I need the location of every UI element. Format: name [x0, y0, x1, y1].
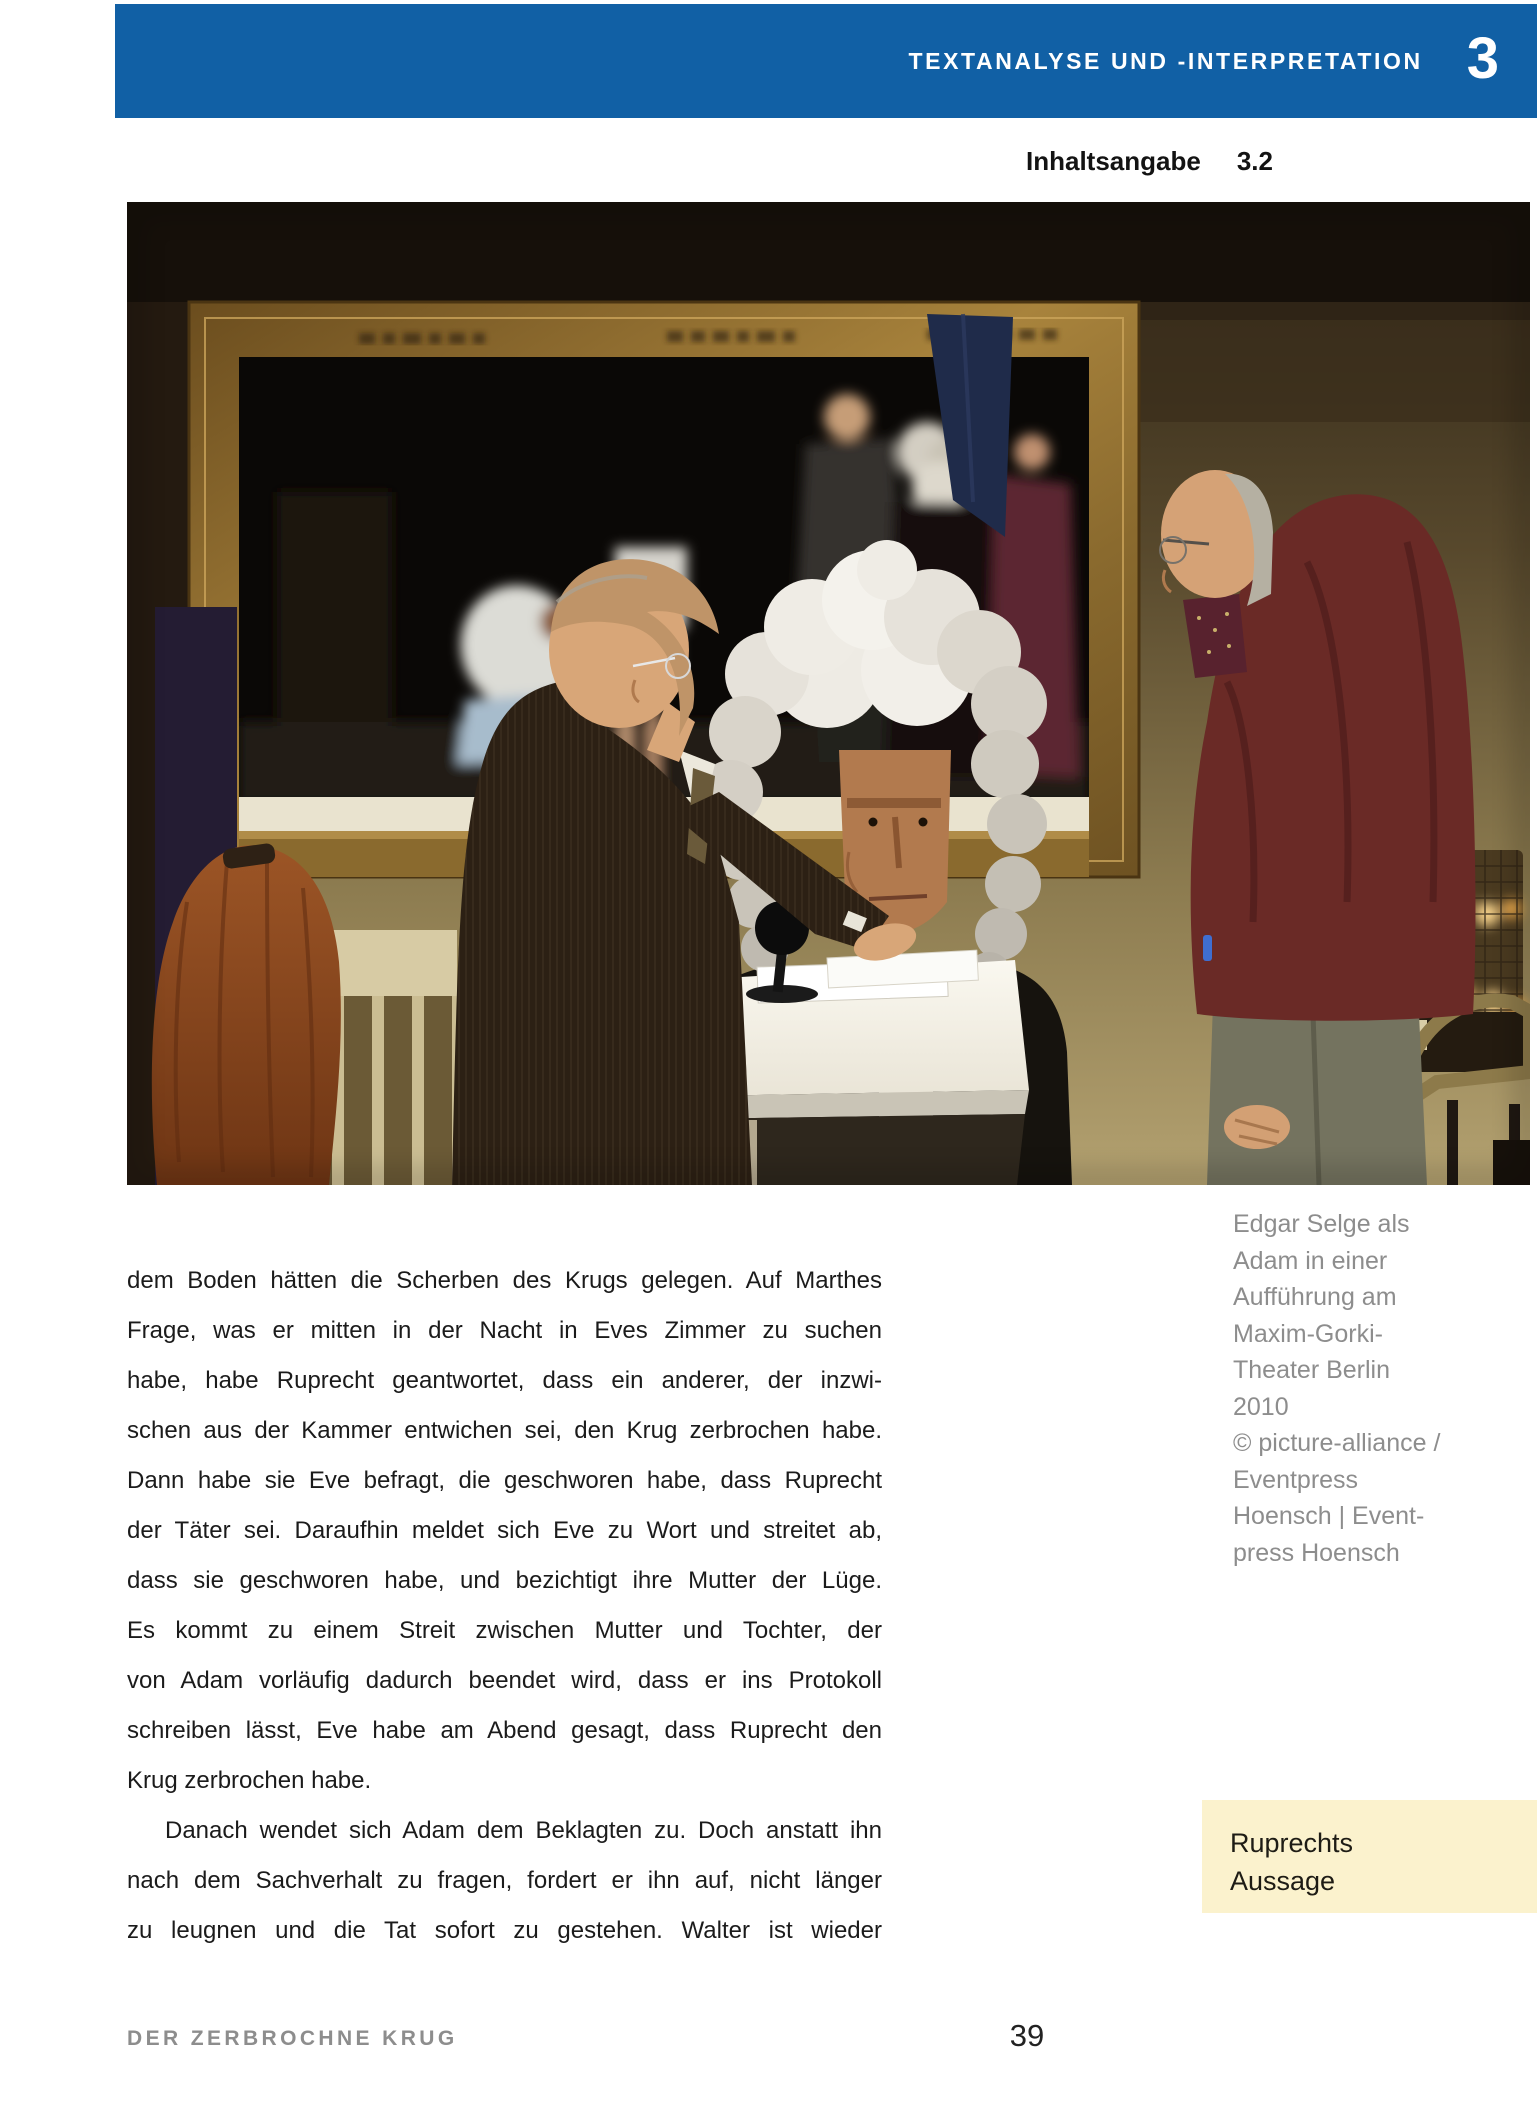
body-line: Krug zerbrochen habe.: [127, 1767, 372, 1794]
body-line: habe, habe Ruprecht geantwortet, dass ein anderer, der inzwi-: [127, 1367, 882, 1394]
margin-note-line: Aussage: [1230, 1866, 1336, 1896]
chapter-number: 3: [1466, 26, 1499, 91]
margin-note: [1202, 1800, 1537, 1913]
body-line: dass sie geschworen habe, und bezichtigt ihre Mutter der Lüge.: [127, 1567, 882, 1594]
body-line: dem Boden hätten die Scherben des Krugs gelegen. Auf Marthes: [127, 1267, 882, 1294]
photo-caption-line: Maxim-Gorki-: [1233, 1319, 1383, 1348]
body-line: von Adam vorläufig dadurch beendet wird, dass er ins Protokoll: [127, 1667, 882, 1694]
chapter-header-bar: [115, 4, 1537, 118]
stage-photo-figure: [127, 202, 1530, 1185]
section-number: 3.2: [1236, 146, 1273, 176]
body-line: zu leugnen und die Tat sofort zu gestehen. Walter ist wieder: [127, 1917, 882, 1944]
body-line: Frage, was er mitten in der Nacht in Eves Zimmer zu suchen: [127, 1317, 882, 1344]
page-number: 39: [1009, 2018, 1045, 2053]
body-line: schreiben lässt, Eve habe am Abend gesagt, dass Ruprecht den: [127, 1717, 882, 1744]
photo-caption-line: © picture-alliance /: [1233, 1429, 1441, 1457]
body-line: Dann habe sie Eve befragt, die geschworen habe, dass Ruprecht: [127, 1467, 882, 1494]
photo-caption-line: Hoensch | Event-: [1233, 1502, 1425, 1530]
chapter-title: TEXTANALYSE UND -INTERPRETATION: [908, 47, 1423, 74]
photo-caption-line: 2010: [1233, 1392, 1289, 1421]
photo-caption: [1233, 1206, 1518, 1571]
section-breadcrumb: [1026, 146, 1273, 177]
paragraph-ruprechts-aussage: [127, 1806, 882, 1956]
photo-caption-line: Adam in einer: [1233, 1246, 1388, 1275]
body-line: Danach wendet sich Adam dem Beklagten zu. Doch anstatt ihn: [165, 1817, 882, 1844]
photo-caption-line: press Hoensch: [1233, 1538, 1400, 1567]
photo-caption-line: Eventpress: [1233, 1465, 1359, 1494]
body-line: nach dem Sachverhalt zu fragen, fordert er ihn auf, nicht länger: [127, 1867, 882, 1894]
blue-pen: [1203, 935, 1212, 961]
body-line: schen aus der Kammer entwichen sei, den Krug zerbrochen habe.: [127, 1417, 882, 1444]
margin-note-line: Ruprechts: [1230, 1828, 1354, 1858]
paragraph-summary-continued: [127, 1256, 882, 1806]
body-line: der Täter sei. Daraufhin meldet sich Eve zu Wort und streitet ab,: [127, 1517, 882, 1544]
section-label: Inhaltsangabe: [1026, 146, 1201, 176]
photo-caption-line: Theater Berlin: [1233, 1356, 1391, 1384]
stage-photo: [127, 202, 1530, 1185]
photo-caption-line: Edgar Selge als: [1233, 1210, 1410, 1238]
footer-book-title: DER ZERBROCHNE KRUG: [127, 2027, 458, 2050]
body-line: Es kommt zu einem Streit zwischen Mutter und Tochter, der: [127, 1617, 882, 1644]
photo-caption-line: Aufführung am: [1233, 1283, 1397, 1311]
body-text: [127, 1256, 882, 1956]
